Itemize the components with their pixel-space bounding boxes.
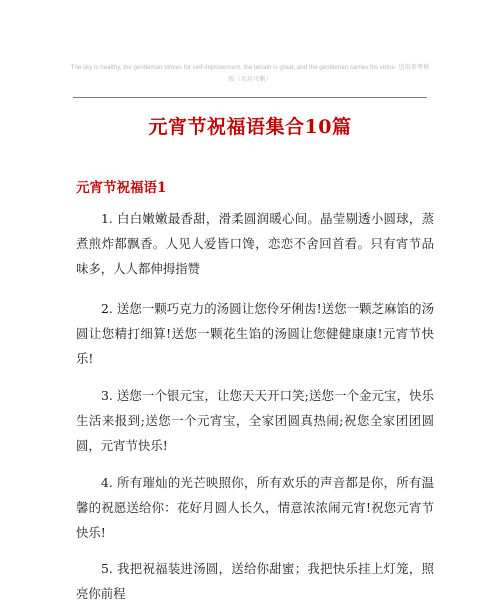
paragraph-4: 4. 所有璀灿的光芒映照你，所有欢乐的声音都是你，所有温馨的祝愿送给你：花好月圆人长久，情意浓浓闹元宵!祝您元宵节快乐! [76,475,434,540]
header-note: The sky is healthy, the gentleman strives for self-improvement, the terrain is great, and the gentleman carries his virtue. 适用参考模板（页眉可删） [70,64,430,83]
document-title: 元宵节祝福语集合10篇 [148,116,352,138]
section-heading: 元宵节祝福语1 [76,180,167,196]
paragraph-1: 1. 白白嫩嫩最香甜，滑柔圆润暖心间。晶莹剔透小圆球，蒸煮煎炸都飘香。人见人爱皆口馋，恋恋不舍回首看。只有宵节品味多，人人都伸拇指赞 [76,211,434,276]
paragraph-2: 2. 送您一颗巧克力的汤圆让您伶牙俐齿!送您一颗芝麻馅的汤圆让您精打细算!送您一颗花生馅的汤圆让您健健康康!元宵节快乐! [76,301,434,366]
header-divider [73,97,427,98]
paragraph-5: 5. 我把祝福装进汤圆，送给你甜蜜；我把快乐挂上灯笼，照亮你前程 [76,561,434,601]
paragraph-3: 3. 送您一个银元宝，让您天天开口笑;送您一个金元宝，快乐生活来报到;送您一个元宵宝，全家团圆真热闹;祝您全家团团圆圆，元宵节快乐! [76,388,434,453]
